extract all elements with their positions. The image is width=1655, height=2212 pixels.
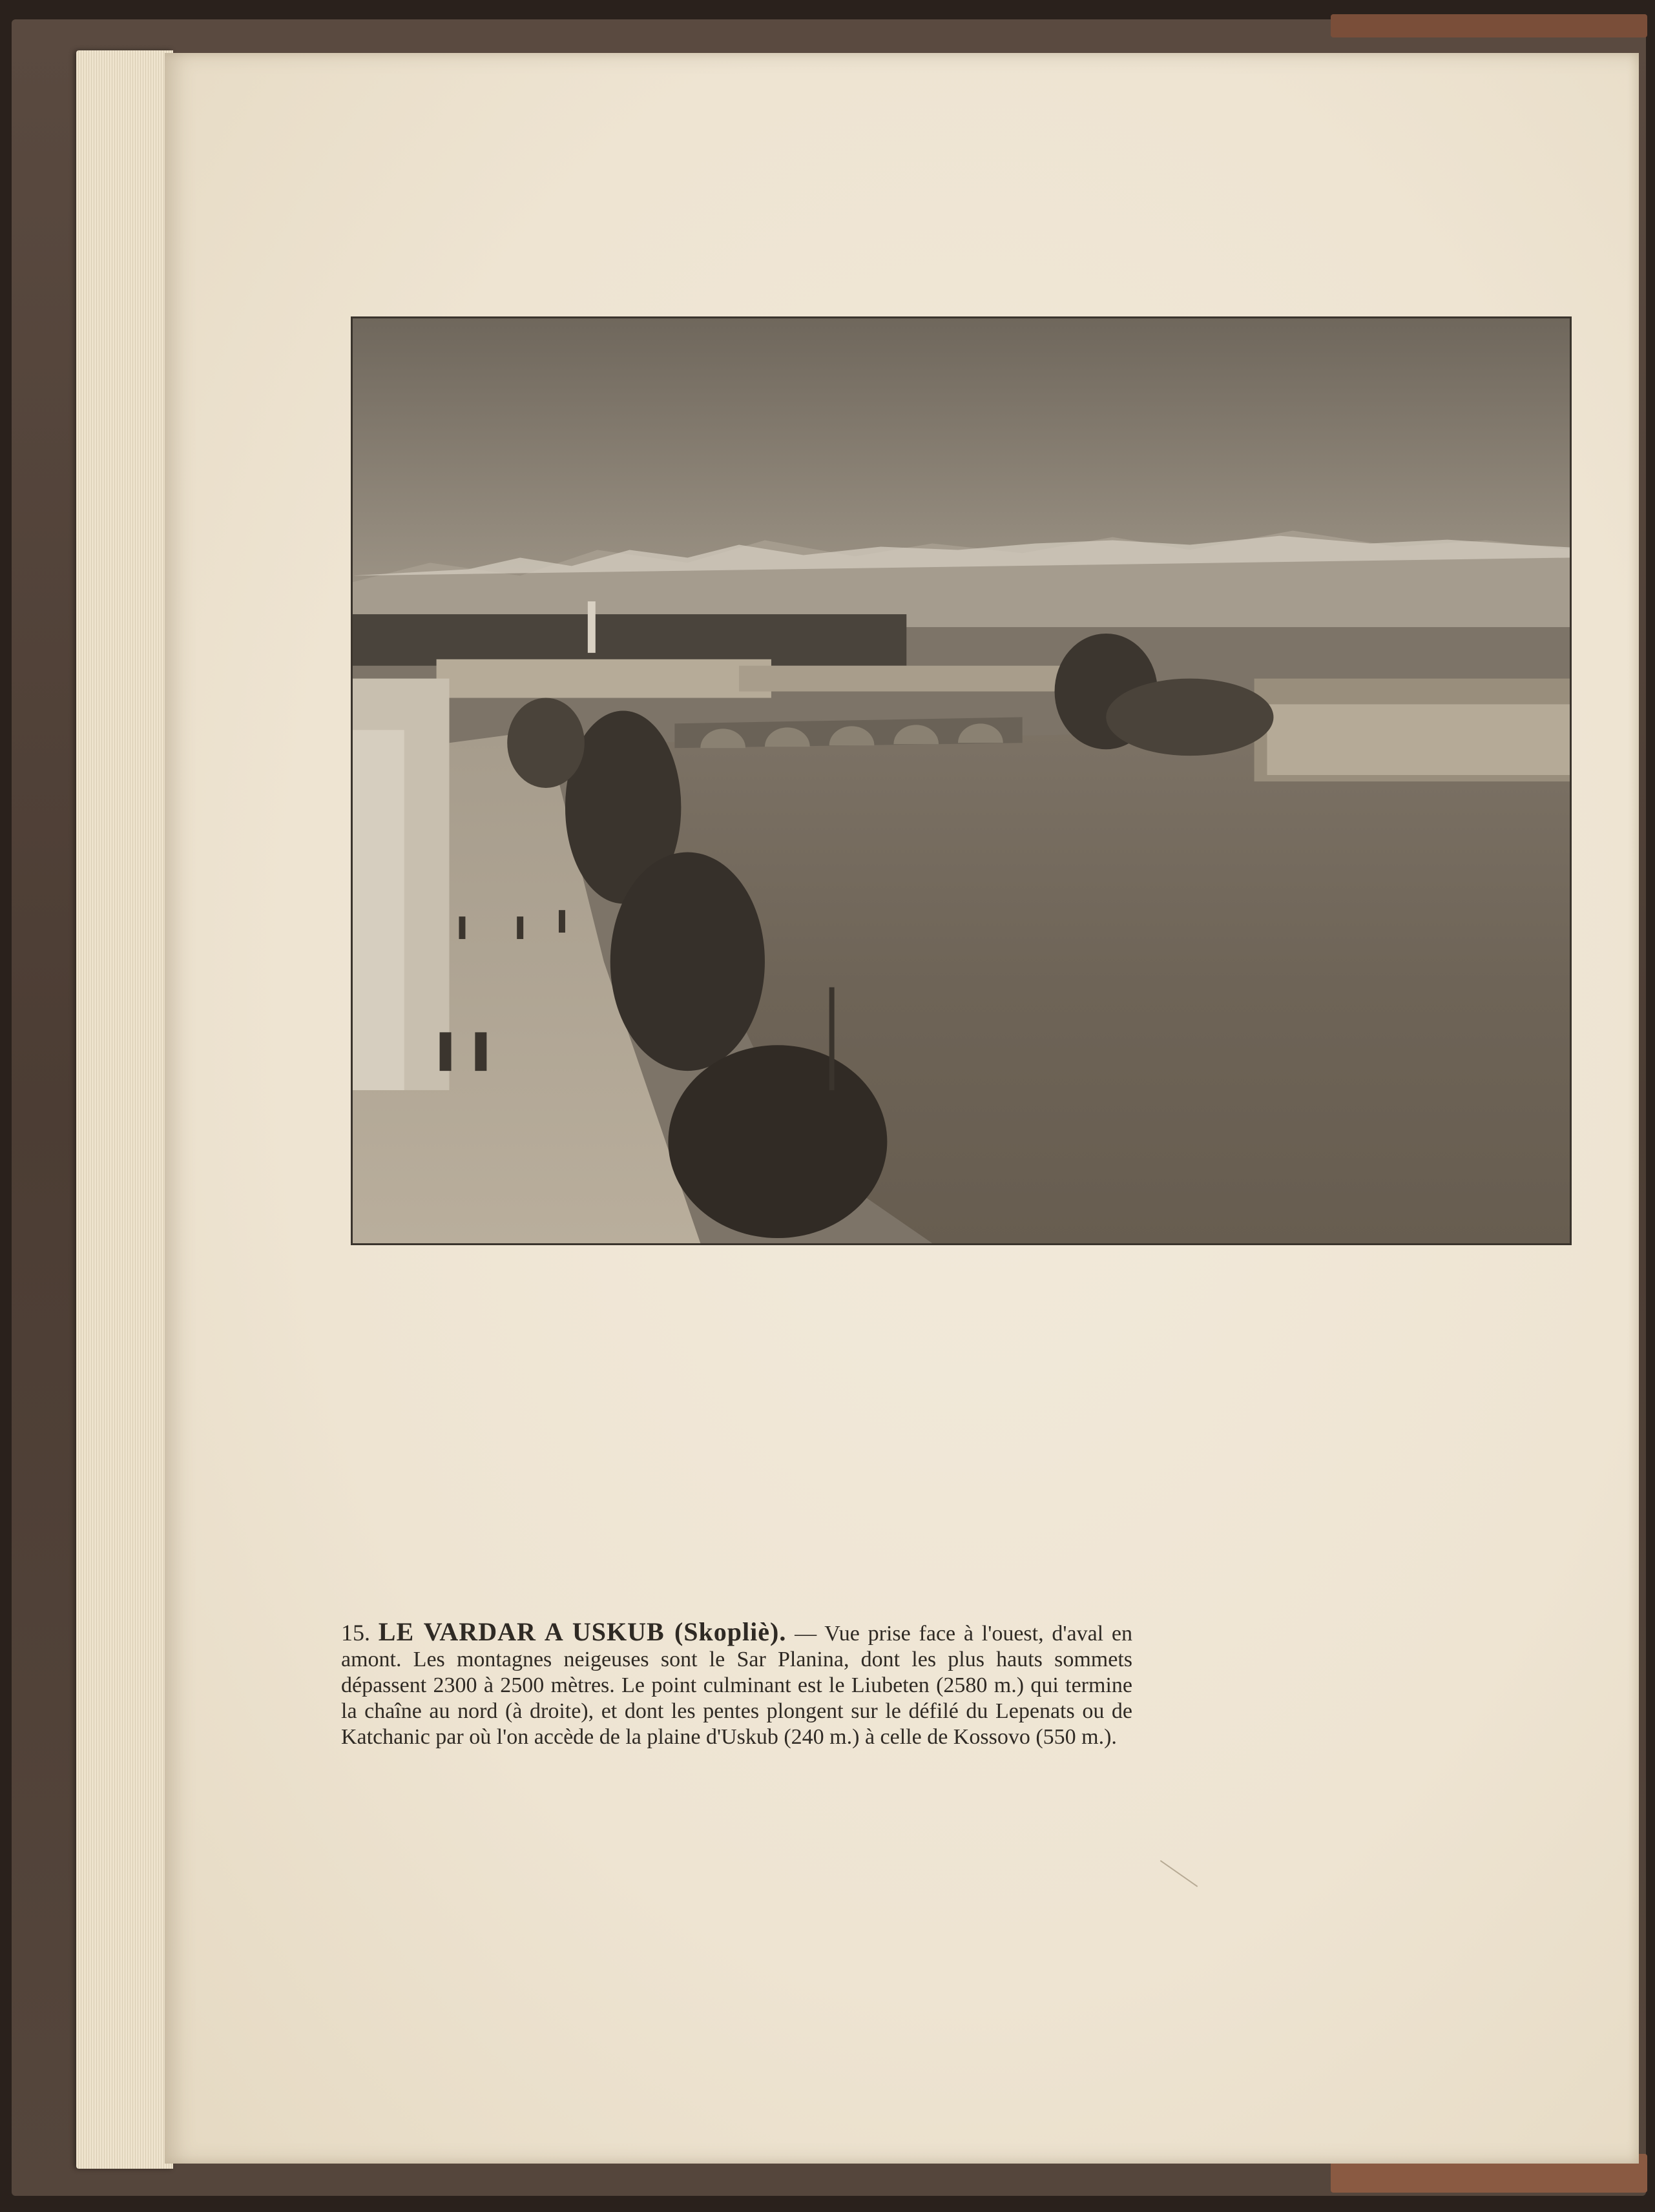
photo-plate <box>351 316 1572 1245</box>
page-edges <box>76 50 173 2169</box>
photo-caption <box>341 1619 1132 1750</box>
plate-title: LE VARDAR A USKUB (Skopliè). <box>378 1617 787 1646</box>
walking-figure <box>440 1032 452 1071</box>
caption-dash: — <box>795 1622 817 1646</box>
plate-number: 15. <box>341 1620 370 1646</box>
cover-corner-top <box>1331 14 1647 37</box>
treeline <box>353 614 906 666</box>
river-photograph <box>353 318 1570 1243</box>
minaret <box>588 601 596 653</box>
caption-text: Vue prise face à l'ouest, d'aval en amont. Les montagnes neigeuses sont le Sar Planina, dont les plus hauts sommets dépassent 2300 à 2500 mètres. Le point culminant est le Liubeten (2580 m.) qui termine la chaîne au nord (à droite), et dont les pentes plongent sur le défilé du Lepenats ou de Katchanic par où l'on accède de la plaine d'Uskub (240 m.) à celle de Kossovo (550 m.). <box>341 1622 1132 1749</box>
telegraph-pole <box>829 987 835 1090</box>
